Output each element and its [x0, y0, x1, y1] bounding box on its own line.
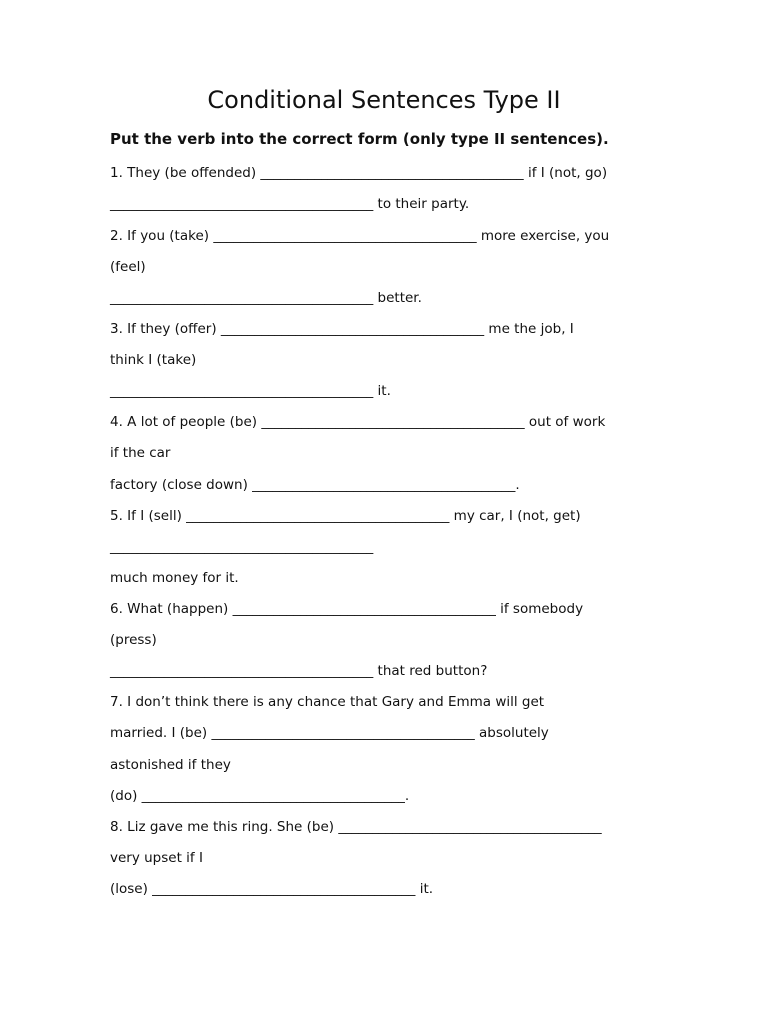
exercise-line: 4. A lot of people (be) _______________________________________ out of work: [110, 414, 606, 430]
exercise-line: 3. If they (offer) _______________________________________ me the job, I: [110, 321, 574, 337]
exercise-line: think I (take): [110, 352, 197, 368]
exercise-line: (feel): [110, 259, 146, 275]
exercise-line: very upset if I: [110, 850, 203, 866]
exercise-line: _______________________________________: [110, 539, 374, 555]
exercise-line: married. I (be) _______________________________________ absolutely: [110, 725, 549, 741]
exercise-line: _______________________________________ it.: [110, 383, 391, 399]
exercise-line: _______________________________________ that red button?: [110, 663, 488, 679]
instructions: Put the verb into the correct form (only type II sentences).: [110, 130, 609, 148]
page-title: Conditional Sentences Type II: [207, 86, 561, 114]
exercise-line: much money for it.: [110, 570, 239, 586]
exercise-line: if the car: [110, 445, 171, 461]
exercise-line: factory (close down) _______________________________________.: [110, 477, 520, 493]
exercise-line: (press): [110, 632, 157, 648]
exercise-line: astonished if they: [110, 757, 231, 773]
exercise-line: 7. I don’t think there is any chance that Gary and Emma will get: [110, 694, 545, 710]
exercise-line: _______________________________________ to their party.: [110, 196, 470, 212]
exercise-line: 5. If I (sell) _______________________________________ my car, I (not, get): [110, 508, 581, 524]
exercise-line: 8. Liz gave me this ring. She (be) _______________________________________: [110, 819, 602, 835]
exercise-line: _______________________________________ better.: [110, 290, 422, 306]
exercise-line: (lose) _______________________________________ it.: [110, 881, 434, 897]
exercise-line: 6. What (happen) _______________________________________ if somebody: [110, 601, 584, 617]
exercise-line: 1. They (be offended) _______________________________________ if I (not, go): [110, 165, 608, 181]
exercise-line: 2. If you (take) _______________________________________ more exercise, you: [110, 228, 610, 244]
exercise-line: (do) _______________________________________.: [110, 788, 410, 804]
